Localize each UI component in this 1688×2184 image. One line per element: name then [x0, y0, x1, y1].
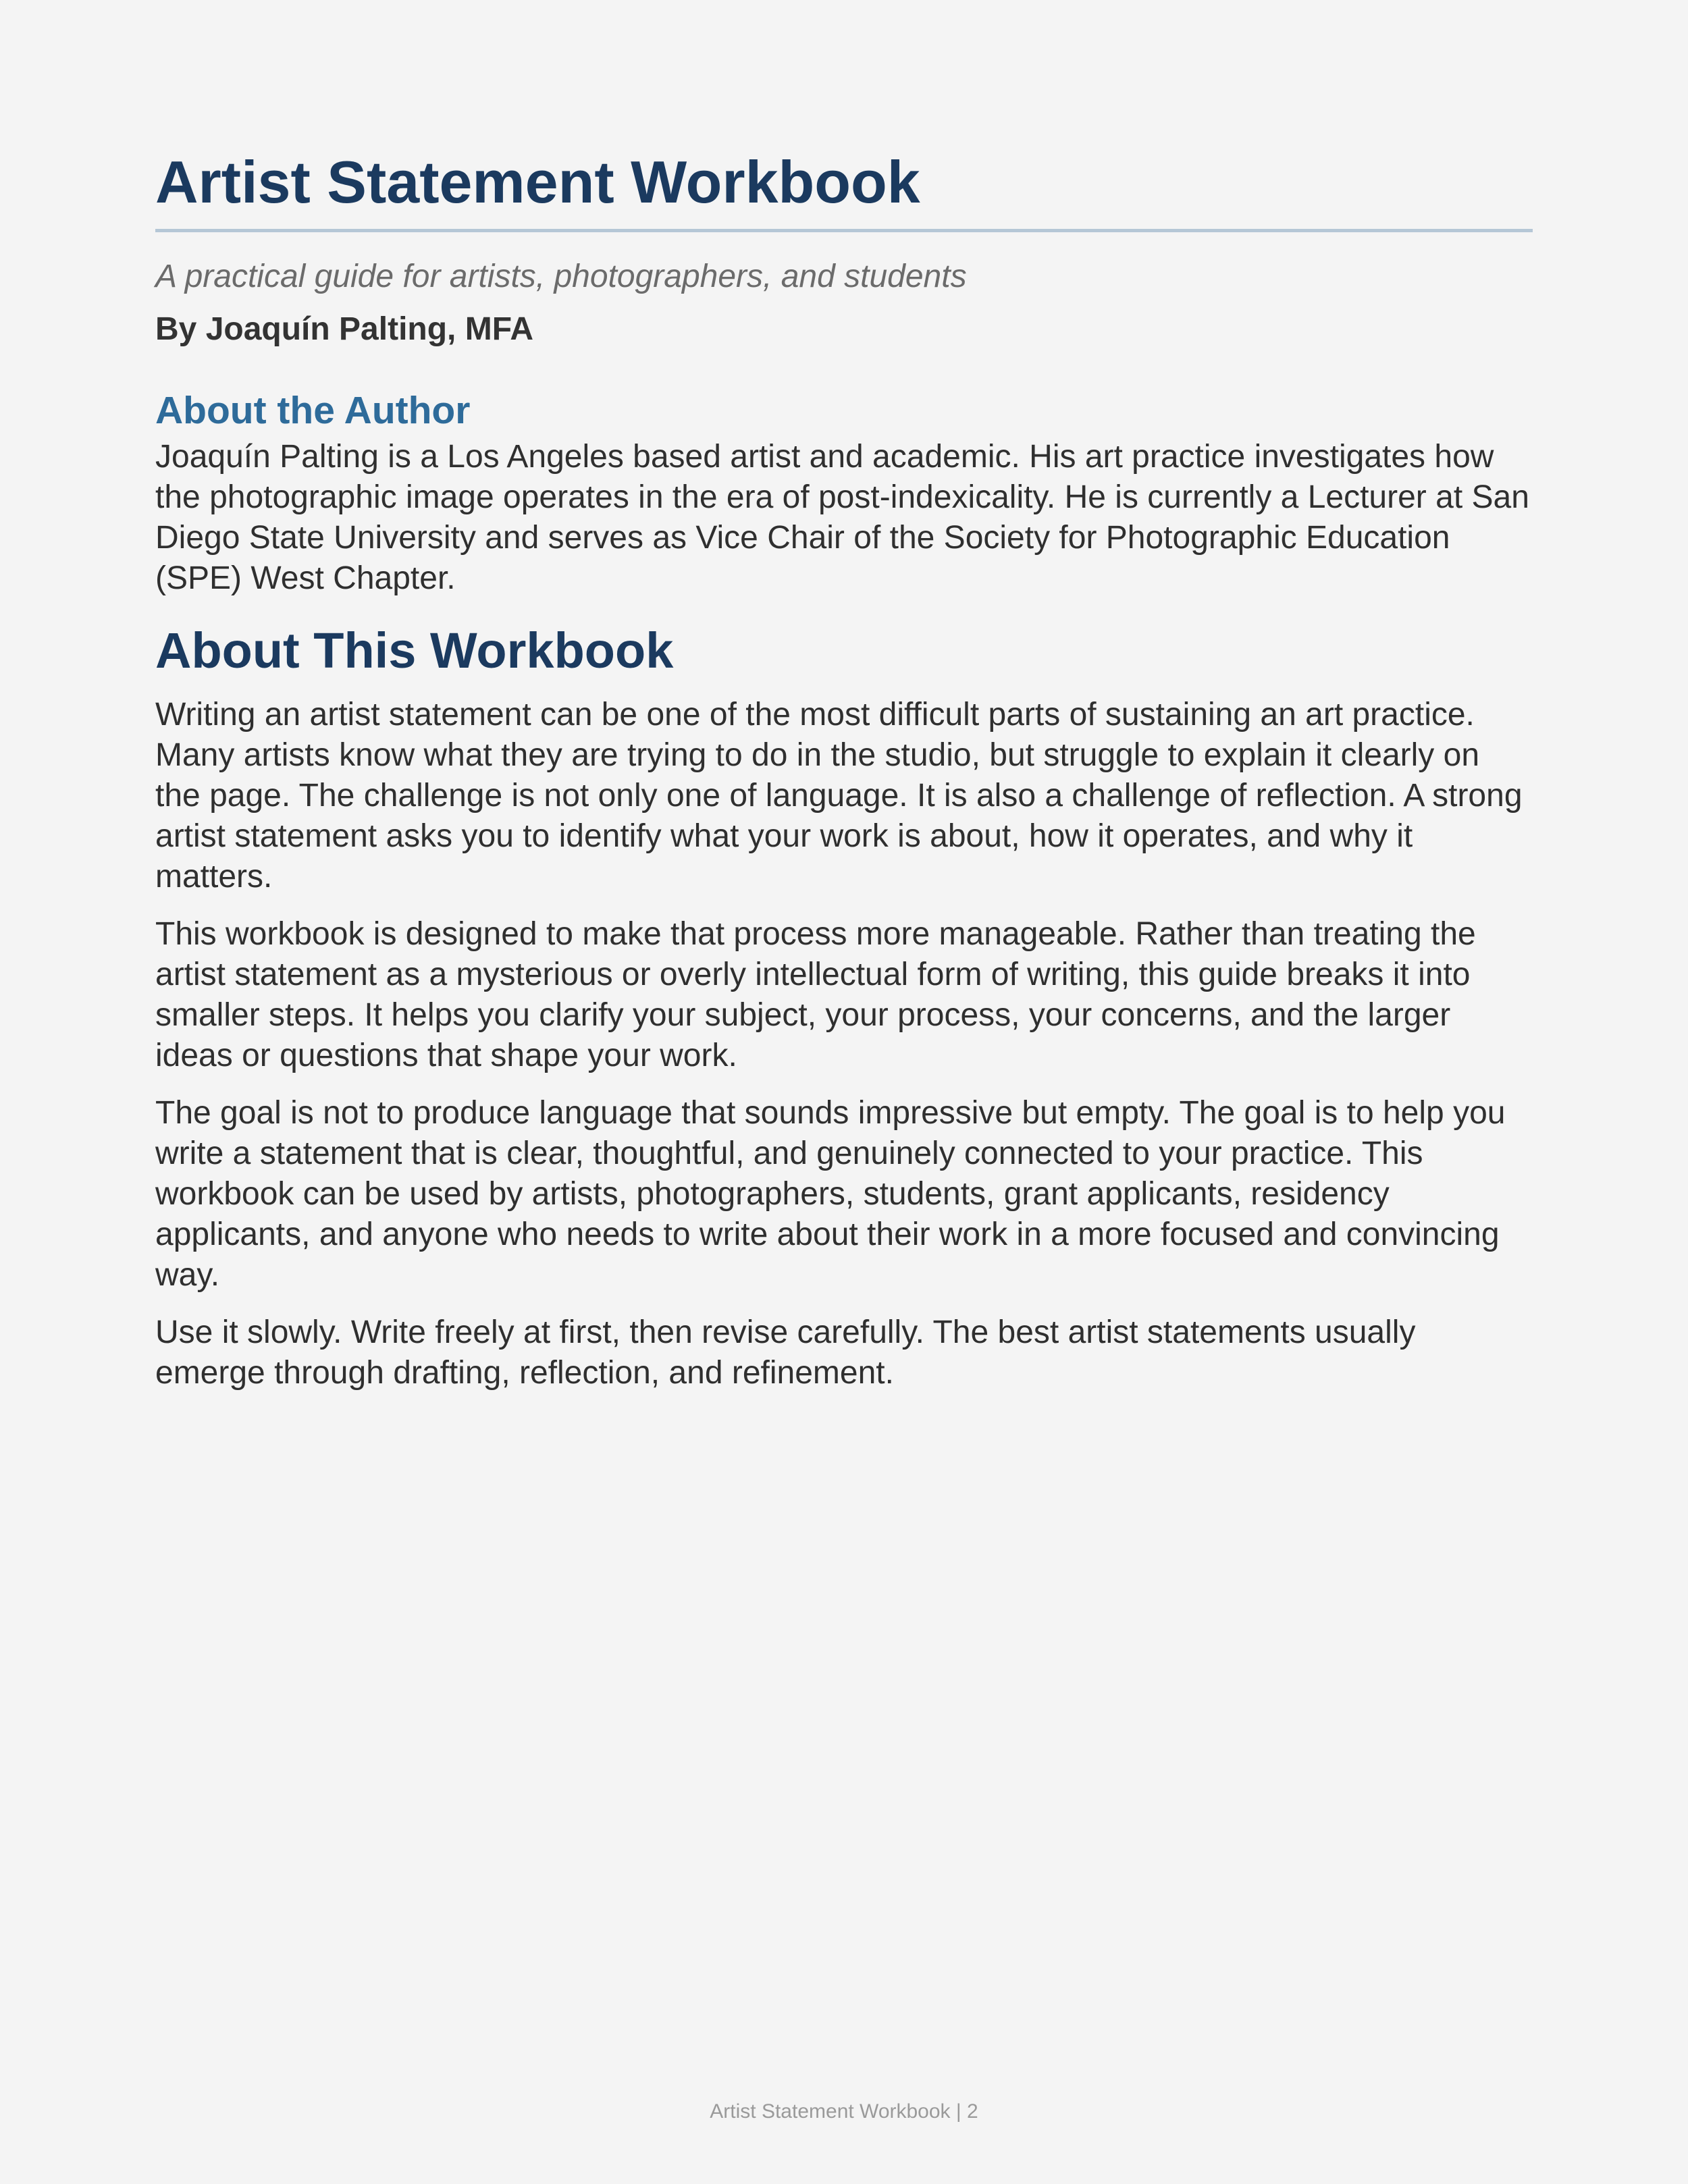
about-workbook-section: [155, 620, 1533, 1393]
document-subtitle: A practical guide for artists, photographers, and students: [155, 259, 967, 294]
workbook-paragraph-2: This workbook is designed to make that process more manageable. Rather than treating the artist statement as a mysterious or overly intellectual form of writing, this guide breaks it into smaller steps. It helps you clarify your subject, your process, your concerns, and the larger ideas or questions that shape your work.: [155, 916, 1476, 1073]
about-author-heading: About the Author: [155, 389, 471, 432]
author-byline: By Joaquín Palting, MFA: [155, 311, 534, 347]
workbook-paragraph-4: Use it slowly. Write freely at first, then revise carefully. The best artist statements usually emerge through drafting, reflection, and refinement.: [155, 1314, 1416, 1391]
page-content: [155, 145, 1533, 1393]
about-workbook-heading: About This Workbook: [155, 622, 674, 678]
page-footer: Artist Statement Workbook | 2: [710, 2100, 978, 2123]
workbook-paragraph-1: Writing an artist statement can be one of the most difficult parts of sustaining an art practice. Many artists know what they are trying to do in the studio, but struggle to explain it clearly on the page. The challenge is not only one of language. It is also a challenge of reflection. A strong artist statement asks you to identify what your work is about, how it operates, and why it matters.: [155, 697, 1523, 895]
about-author-section: [155, 387, 1533, 599]
workbook-paragraph-3: The goal is not to produce language that sounds impressive but empty. The goal is to help you write a statement that is clear, thoughtful, and genuinely connected to your practice. This workbook can be used by artists, photographers, students, grant applicants, residency applicants, and anyone who needs to write about their work in a more focused and convincing way.: [155, 1095, 1506, 1293]
about-author-paragraph: Joaquín Palting is a Los Angeles based artist and academic. His art practice investigates how the photographic image operates in the era of post-indexicality. He is currently a Lecturer at San Diego State University and serves as Vice Chair of the Society for Photographic Education (SPE) West Chapter.: [155, 439, 1529, 596]
document-title: Artist Statement Workbook: [155, 145, 1533, 232]
